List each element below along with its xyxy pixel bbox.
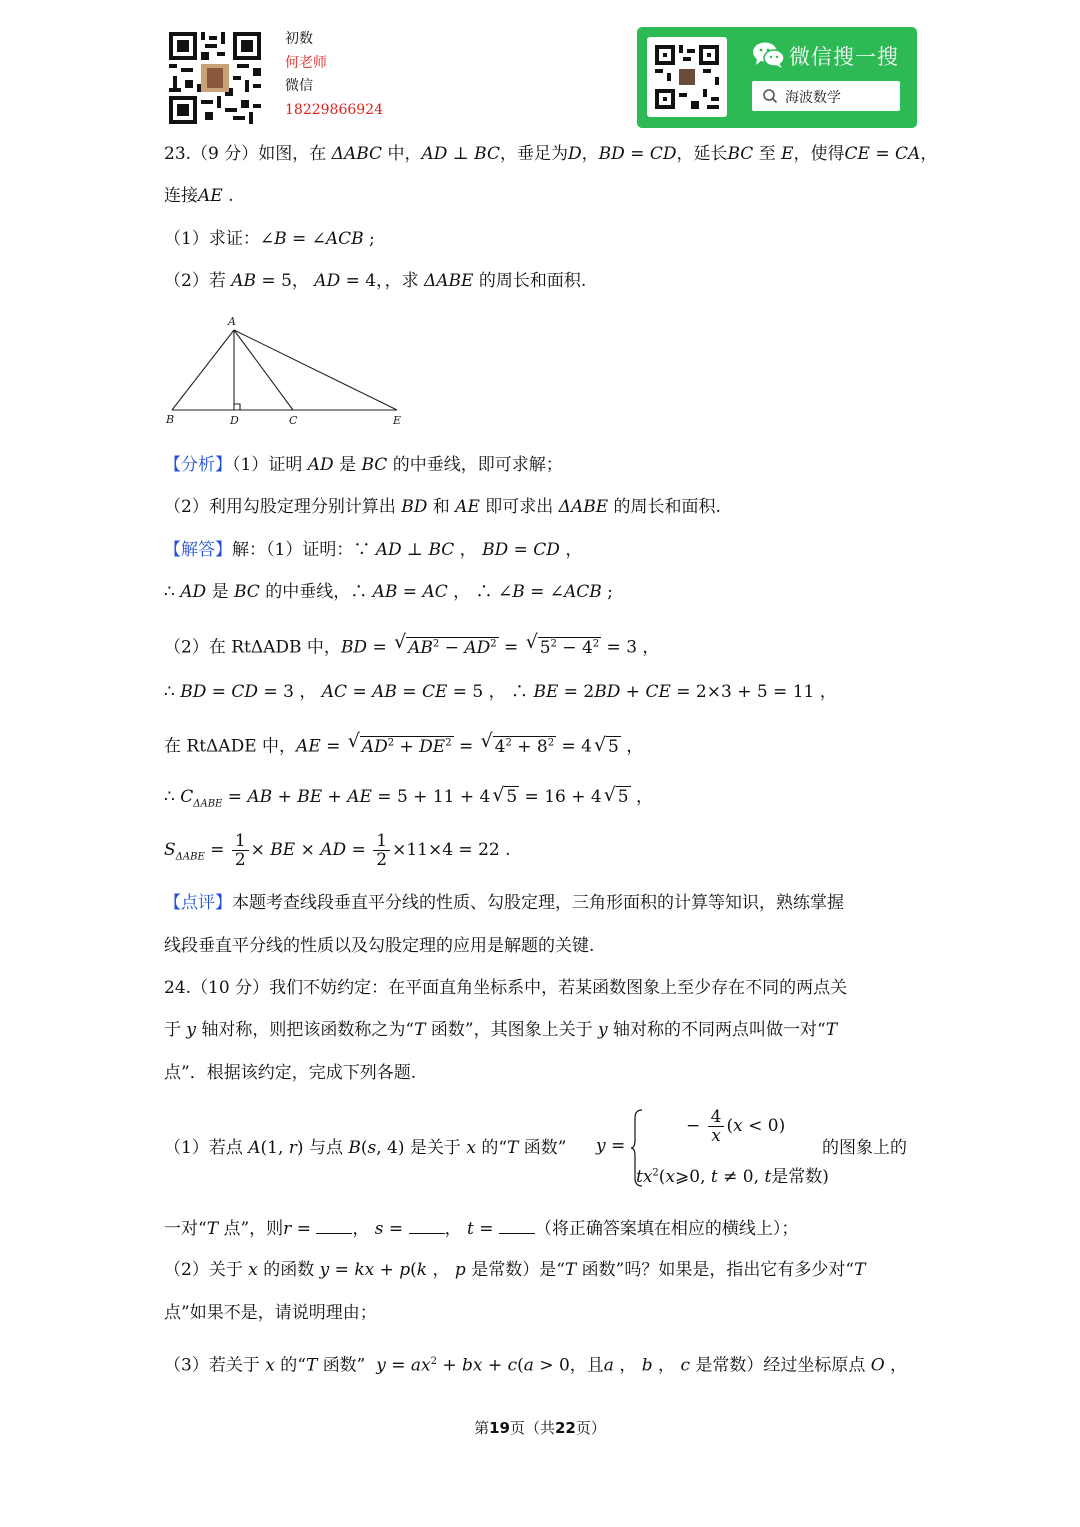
q23-stem-c: ，垂足为 [500,144,568,164]
q24-p1-line2-c: （将正确答案填在相应的横线上）； [534,1219,799,1239]
analysis-line1-b: 是 [339,455,357,475]
q24-p1-line2-b: 点”，则 [223,1219,284,1239]
q24-p3-c: 函数” [322,1355,366,1376]
footer-page-number: 19 [489,1419,510,1437]
q24-line2-a: 于 [164,1020,181,1040]
q24-p3-a: （3）若关于 [164,1355,260,1376]
q23-part2-d: 的周长和面积. [478,271,587,291]
solution-line5-a: 在 RtΔADE 中， [164,736,297,757]
q24-part2-line1: （2）关于 x 的函数 y = kx + p(k ， p 是常数）是“T 函数”吗？如果是，指出它有多少对“T [164,1260,866,1280]
q23-stem-line2-text: 连接 [164,186,198,206]
review-line2-text: 线段垂直平分线的性质以及勾股定理的应用是解题的关键. [164,936,595,956]
wechat-logo-icon [752,41,786,74]
teacher-line1: 初数 [285,31,313,47]
footer-middle: 页（共 [509,1419,555,1437]
teacher-phone: 18229866924 [285,101,383,118]
q23-stem-e: ，延长 [676,144,728,164]
q23-stem-h: ， [920,144,938,164]
q24-line2: 于 y 轴对称，则把该函数称之为“T 函数”，其图象上关于 y 轴对称的不同两点叫做一对“T [164,1020,838,1040]
blank-r[interactable] [316,1233,352,1234]
q24-p1-f: 的图象上的 [822,1138,907,1158]
solution-line5: 在 RtΔADE 中，AE = √ $AD^2 + DE^2$ = √ $4^2 + 8^2 = 4√$ 5 ， [164,731,643,759]
analysis-line1-a: （1）证明 [232,455,303,475]
solution-line4: ∴ BD = CD = 3 ， AC = AB = CE = 5 ， ∴ BE = 2BD + CE = 2×3 + 5 = 11 ， [164,682,837,702]
blank-t[interactable] [499,1233,535,1234]
label-C: C [289,414,298,427]
q23-stem-b: 中， [387,144,422,164]
wechat-search-text: 海波数学 [785,90,841,106]
q24-p1-line2-a: 一对“ [164,1219,207,1239]
q24-p2-b: 的函数 [263,1260,315,1280]
q24-p1-b: 与点 [308,1138,343,1158]
review-line1 [164,891,844,915]
q24-p3-d: ，且 [569,1355,604,1376]
q24-part1-line2: 一对“T 点”，则r = ， s = ， t = （将正确答案填在相应的横线上）； [164,1219,799,1239]
q24-part2-line2 [164,1301,377,1325]
page-footer [0,1417,1080,1438]
review-line2 [164,934,594,958]
qr-code-image [169,32,261,124]
analysis-line2-c: 即可求出 [485,497,554,517]
analysis-tag: 【分析】 [164,455,232,475]
solution-line2-b: 是 [211,582,229,602]
q24-p1-c: 是关于 [409,1138,461,1158]
q23-stem-g: ，使得 [793,144,845,164]
footer-total-pages: 22 [555,1419,576,1437]
q23-triangle-figure [160,312,420,437]
q24-p2-d: 函数”吗？如果是，指出它有多少对“ [581,1260,855,1280]
label-B: B [166,413,175,426]
label-D: D [230,414,239,427]
q23-stem-line1: 23.（9 分）如图，在 ΔABC 中，AD ⊥ BC，垂足为D，BD = CD，延长BC 至 E，使得CE = CA， [164,144,938,164]
analysis-line2-d: 的周长和面积. [613,497,721,517]
q24-p1-e: 函数” [523,1138,567,1158]
q24-p3-b: 的“ [280,1355,306,1376]
search-icon [762,88,778,109]
q24-line2-b: 轴对称，则把该函数称之为“ [201,1020,415,1040]
label-E: E [393,414,402,427]
q23-part2-c: ，求 [384,271,419,291]
solution-line7: $S_{\Delta ABE}$ = $\frac{1}{2}$ × BE × AD = $\frac{1}{2}$ ×11×4 = 22 . [164,831,511,870]
q23-part2: （2）若 AB = 5， AD = 4，，求 ΔABE 的周长和面积. [164,271,587,291]
analysis-line1-c: 的中垂线，即可求解； [392,455,563,475]
solution-line2: ∴ AD 是 BC 的中垂线，∴ AB = AC ， ∴ ∠B = ∠ACB ; [164,582,613,602]
analysis-line2: （2）利用勾股定理分别计算出 BD 和 AE 即可求出 ΔABE 的周长和面积. [164,497,721,517]
q23-part2-a: （2）若 [164,271,226,291]
q24-p1-d: 的“ [481,1138,508,1158]
q24-line1 [164,976,847,1000]
teacher-line3: 微信 [285,78,313,94]
analysis-line2-b: 和 [432,497,450,517]
label-A: A [228,315,236,328]
q24-line2-c: 函数”，其图象上关于 [430,1020,593,1040]
solution-line1: 【解答】解：（1）证明：∵ AD ⊥ BC ， BD = CD ， [164,540,583,560]
q24-line3 [164,1061,416,1085]
analysis-line1: 【分析】（1）证明 AD 是 BC 的中垂线，即可求解； [164,455,563,475]
blank-s[interactable] [409,1233,445,1234]
solution-line1-a: 解：（1）证明： [232,540,354,560]
solution-line2-c: 的中垂线， [265,582,351,602]
q23-part1: （1）求证：∠B = ∠ACB ; [164,229,375,249]
wechat-search-card[interactable] [637,27,917,128]
review-tag: 【点评】 [164,893,232,913]
analysis-line2-a: （2）利用勾股定理分别计算出 [164,497,396,517]
wechat-qr-image [647,37,727,117]
q24-p2-c: 是常数）是“ [471,1260,565,1280]
wechat-search-box[interactable] [752,81,900,111]
footer-prefix: 第 [474,1419,490,1437]
q23-part1-text: （1）求证： [164,229,260,249]
solution-line3-a: （2）在 RtΔADB 中， [164,637,341,658]
q23-part2-b: ， [291,271,309,291]
q23-stem-line2: 连接AE . [164,186,234,206]
q24-part3-line1: （3）若关于 x 的“T 函数” $y = ax^2$ + bx + c(a > 0，且a ， b ， c 是常数）经过坐标原点 O ， [164,1355,908,1376]
teacher-contact [285,28,383,122]
footer-suffix: 页） [575,1419,606,1437]
teacher-name: 何老师 [285,54,327,71]
q24-part1-line1: （1）若点 A(1, r) 与点 B(s, 4) 是关于 x 的“T 函数” [164,1138,567,1158]
solution-tag: 【解答】 [164,540,232,560]
q24-p2-a: （2）关于 [164,1260,243,1280]
q24-line1-text: 24.（10 分）我们不妨约定：在平面直角坐标系中，若某函数图象上至少存在不同的两点关 [164,978,848,998]
review-line1-text: 本题考查线段垂直平分线的性质、勾股定理，三角形面积的计算等知识，熟练掌握 [232,893,844,913]
wechat-search-title: 微信搜一搜 [789,45,899,69]
q24-line2-d: 轴对称的不同两点叫做一对“ [613,1020,826,1040]
solution-line3: （2）在 RtΔADB 中，BD = √ $AB^2 - AD^2$ = √ $5^2 - 4^2 = 3$ ， [164,632,659,660]
q23-stem-f: 至 [758,144,776,164]
q24-p2-line2-text: 点”如果不是，请说明理由； [164,1303,377,1323]
q24-line3-text: 点”．根据该约定，完成下列各题. [164,1063,417,1083]
q23-stem-d: ， [581,144,599,164]
solution-line6: ∴ $C_{\Delta ABE}$ = AB + BE + AE = 5 + 11 + 4√ 5 = 16 + 4√ 5 ， [164,785,653,816]
q24-piecewise-function: y = − $\frac{4}{x}$ (x < 0) $tx^2(x⩾0$, t ≠ 0, t是常数) [596,1107,829,1187]
q23-stem-a: 23.（9 分）如图，在 [164,144,327,164]
q24-p1-a: （1）若点 [164,1138,243,1158]
q24-p3-e: 是常数）经过坐标原点 [695,1355,866,1376]
